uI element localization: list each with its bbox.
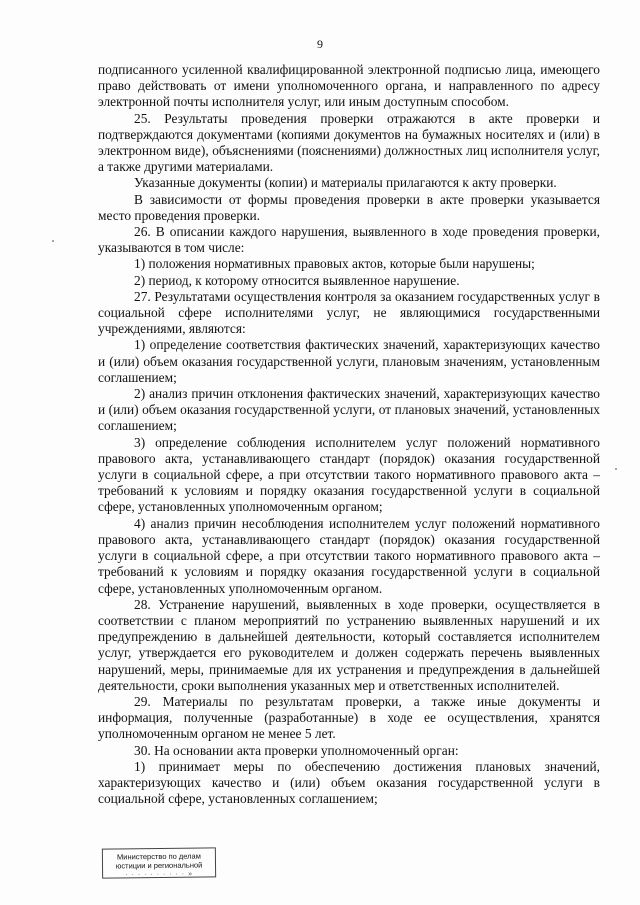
document-body: [98, 62, 600, 807]
scan-speck: [52, 240, 54, 242]
paragraph: В зависимости от формы проведения проверки в акте проверки указывается место проведения проверки.: [98, 191, 600, 223]
registration-stamp: [102, 847, 216, 878]
paragraph: 1) определение соответствия фактических значений, характеризующих качество и (или) объем оказания государственной услуги, плановым значениям, установленным соглашением;: [98, 337, 600, 385]
paragraph: 2) период, к которому относится выявленное нарушение.: [134, 272, 460, 288]
paragraph: 25. Результаты проведения проверки отражаются в акте проверки и подтверждаются документами (копиями документов на бумажных носителях и (или) в электронном виде), объяснениями (пояснениями) должностных лиц исполнителя услуг, а также другими материалами.: [98, 110, 600, 175]
stamp-line-1: Министерство по делам: [116, 851, 201, 862]
paragraph: Указанные документы (копии) и материалы прилагаются к акту проверки.: [134, 175, 557, 191]
paragraph: 1) принимает меры по обеспечению достижения плановых значений, характеризующих качество и (или) объем оказания государственной услуги в социальной сфере, установленных соглашением;: [98, 758, 600, 807]
page-number: 9: [317, 37, 323, 51]
stamp-line-3: · · · · · · · · · · »: [125, 870, 193, 879]
paragraph: подписанного усиленной квалифицированной электронной подписью лица, имеющего право действовать от имени уполномоченного органа, и направленного по адресу электронной почты исполнителя услуг, или иным доступным способом.: [98, 62, 600, 110]
paragraph: 2) анализ причин отклонения фактических значений, характеризующих качество и (или) объем оказания государственной услуги, от плановых значений, установленных соглашением;: [98, 386, 600, 434]
paragraph: 28. Устранение нарушений, выявленных в ходе проверки, осуществляется в соответствии с планом мероприятий по устранению выявленных нарушений и их предупреждению в дальнейшей деятельности, который составляется исполнителем услуг, утверждается его руководителем и должен содержать перечень выявленных нарушений, меры, принимаемые для их устранения и предупреждения в дальнейшей деятельности, сроки выполнения указанных мер и ответственных исполнителей.: [98, 596, 600, 693]
paragraph: 3) определение соблюдения исполнителем услуг положений нормативного правового акта, устанавливающего стандарт (порядок) оказания государственной услуги в социальной сфере, а при отсутствии такого нормативного правового акта – требований к условиям и порядку оказания государственной услуги в социальной сфере, установленных уполномоченным органом;: [98, 434, 600, 515]
scan-speck: [615, 468, 617, 470]
paragraph: 4) анализ причин несоблюдения исполнителем услуг положений нормативного правового акта, устанавливающего стандарт (порядок) оказания государственной услуги в социальной сфере, а при отсутствии такого нормативного правового акта – требований к условиям и порядку оказания государственной услуги в социальной сфере, установленных уполномоченным органом.: [98, 515, 600, 596]
paragraph: 30. На основании акта проверки уполномоченный орган:: [134, 742, 459, 758]
paragraph: 26. В описании каждого нарушения, выявленного в ходе проведения проверки, указываются в том числе:: [98, 224, 600, 256]
stamp-line-2: юстиции и региональной: [115, 860, 203, 871]
paragraph: 27. Результатами осуществления контроля за оказанием государственных услуг в социальной сфере исполнителями услуг, не являющимися государственными учреждениями, являются:: [98, 288, 600, 337]
paragraph: 29. Материалы по результатам проверки, а также иные документы и информация, полученные (разработанные) в ходе ее осуществления, хранятся уполномоченным органом не менее 5 лет.: [98, 693, 600, 742]
paragraph: 1) положения нормативных правовых актов, которые были нарушены;: [134, 256, 535, 272]
